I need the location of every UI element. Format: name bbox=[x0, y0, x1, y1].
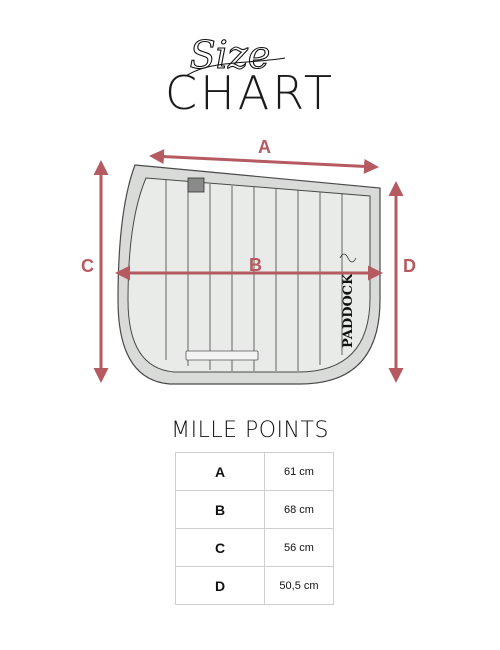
chart-title: CHART bbox=[165, 66, 335, 120]
size-key: D bbox=[176, 567, 265, 605]
size-value: 56 cm bbox=[265, 529, 334, 567]
table-row bbox=[176, 529, 334, 567]
brand-text: PADDOCK bbox=[341, 273, 356, 348]
product-name: MILLE POINTS bbox=[171, 418, 329, 443]
size-key: B bbox=[176, 491, 265, 529]
table-row bbox=[176, 453, 334, 491]
pad-tab bbox=[188, 178, 204, 192]
dimension-label-a: A bbox=[258, 137, 271, 157]
dimension-label-b: B bbox=[249, 255, 262, 275]
size-table bbox=[175, 452, 334, 605]
size-script-text: Size bbox=[189, 33, 271, 77]
size-value: 68 cm bbox=[265, 491, 334, 529]
size-key: C bbox=[176, 529, 265, 567]
size-key: A bbox=[176, 453, 265, 491]
dimension-label-c: C bbox=[81, 256, 94, 276]
size-value: 50,5 cm bbox=[265, 567, 334, 605]
table-row bbox=[176, 491, 334, 529]
girth-strap bbox=[186, 351, 258, 360]
dimension-label-d: D bbox=[403, 256, 416, 276]
size-value: 61 cm bbox=[265, 453, 334, 491]
table-row bbox=[176, 567, 334, 605]
